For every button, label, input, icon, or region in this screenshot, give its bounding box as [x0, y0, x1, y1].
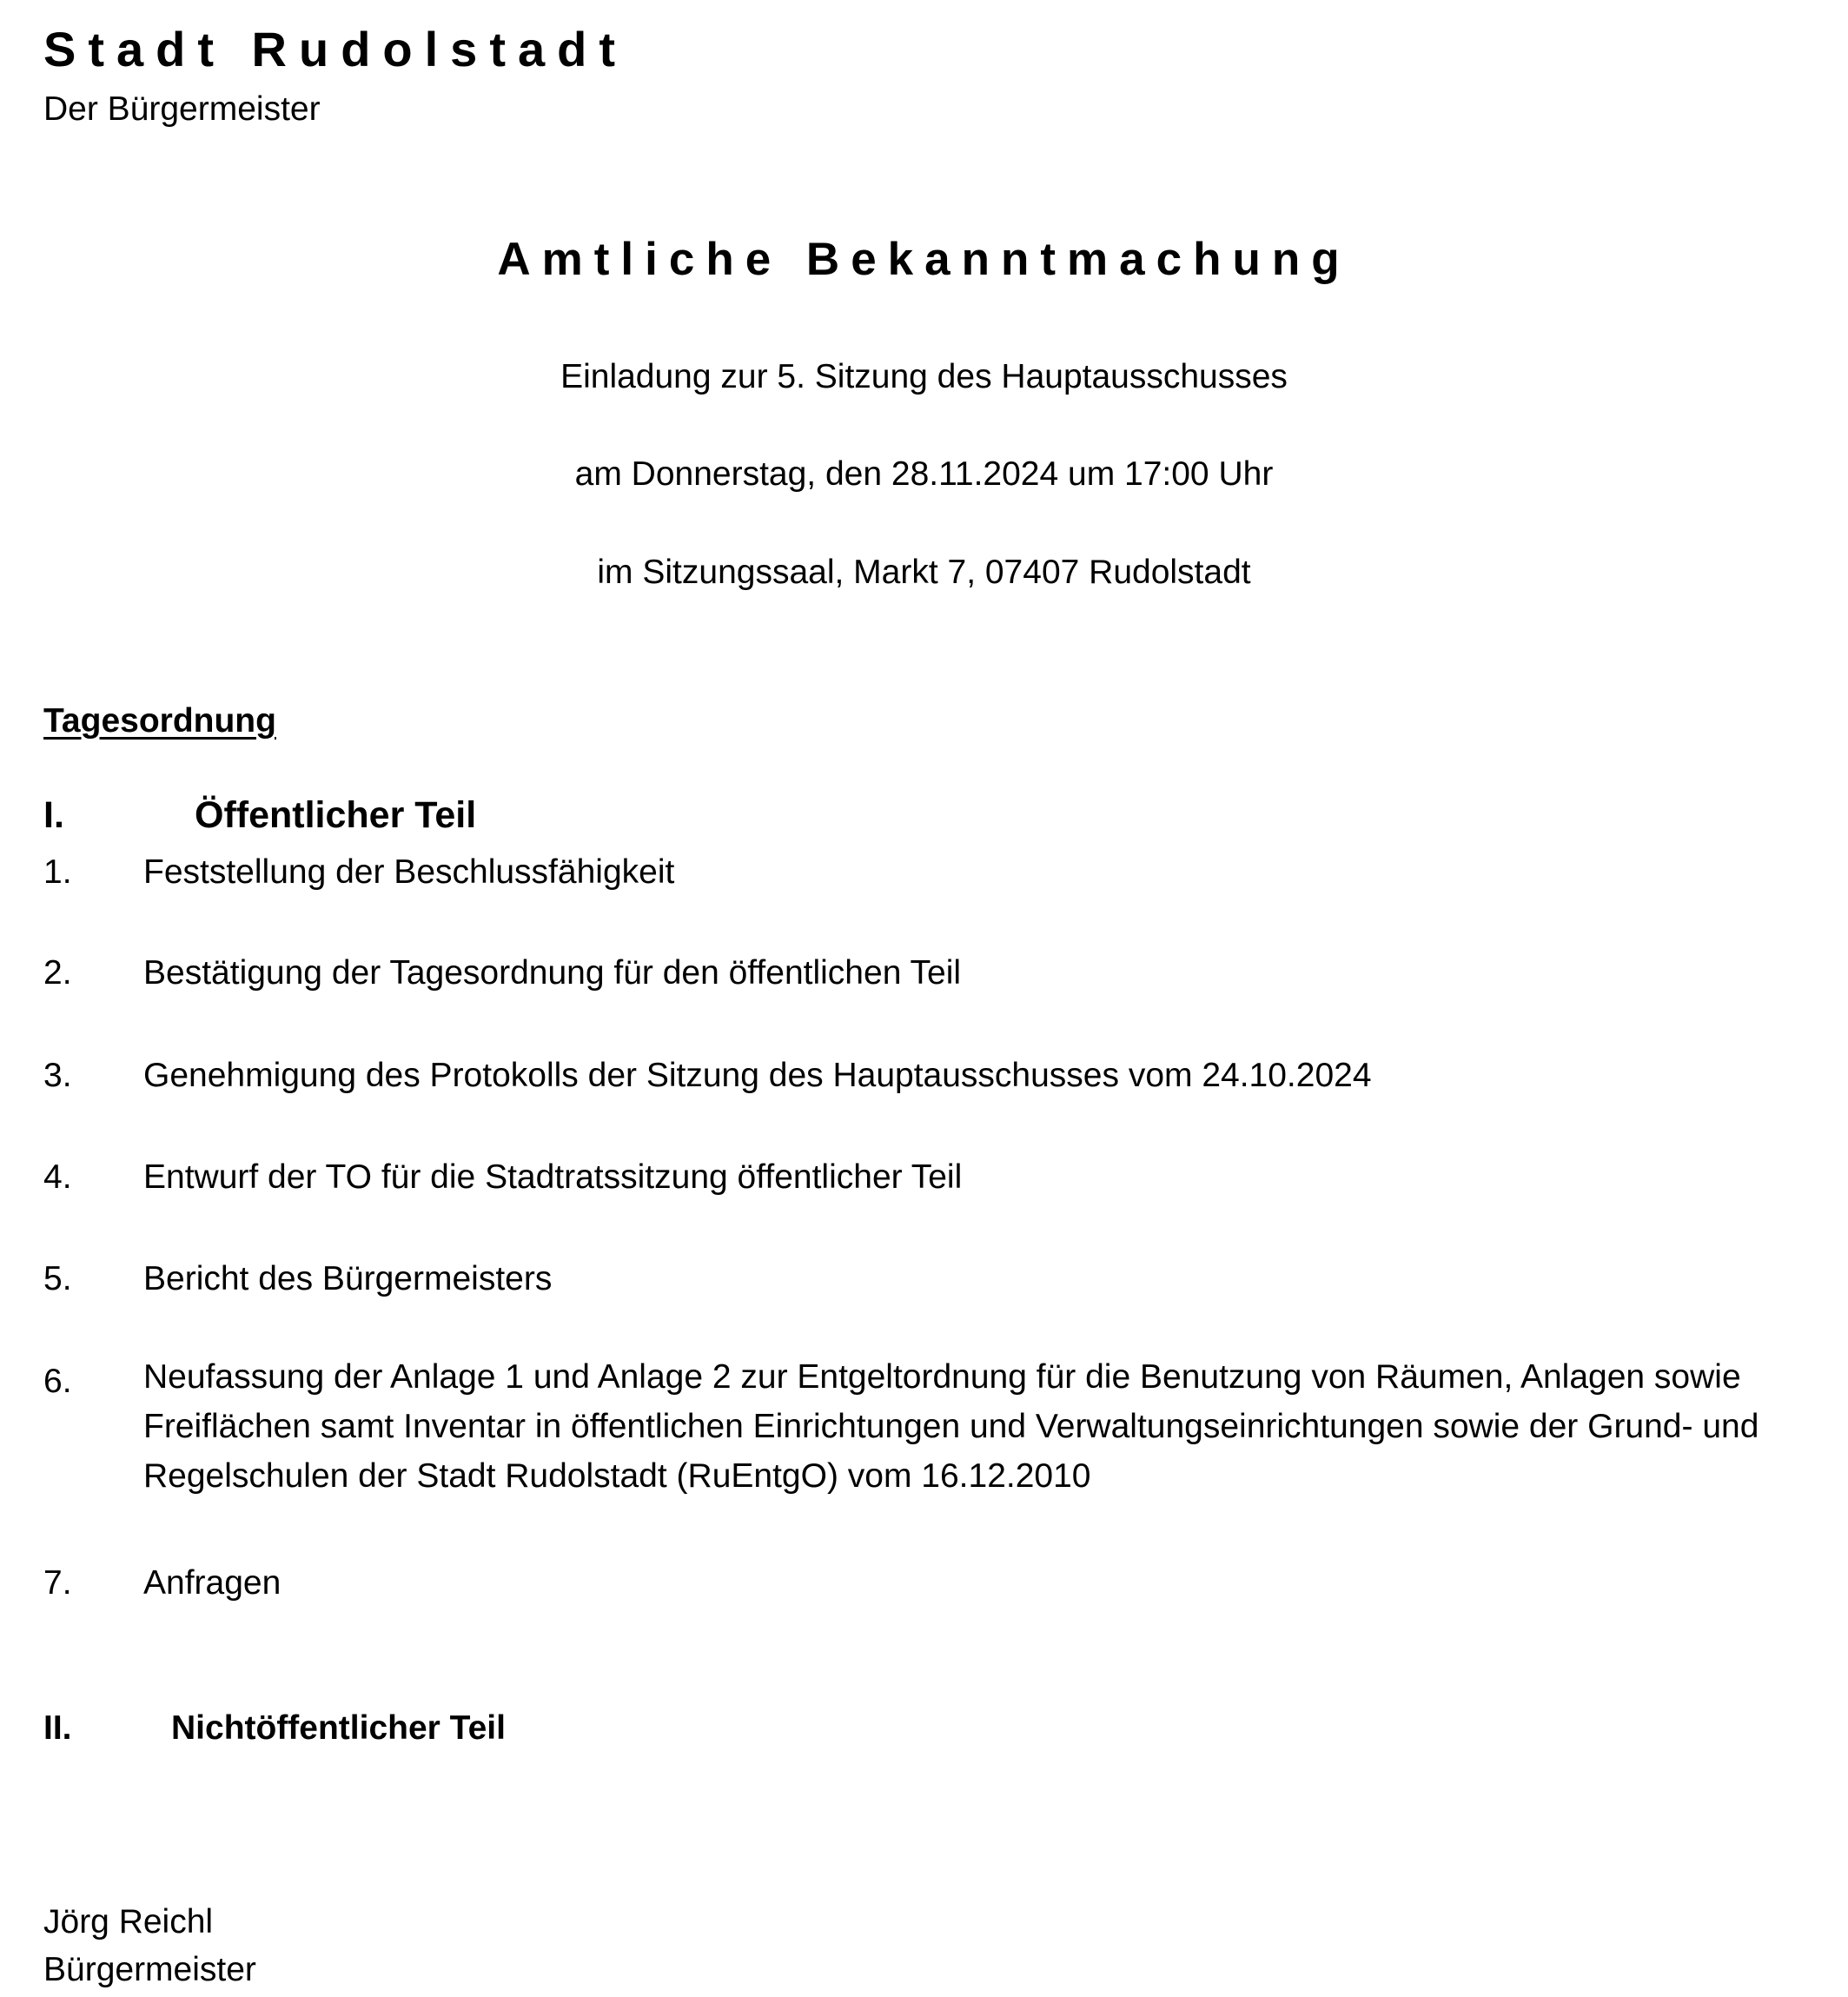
agenda-item-text: Anfragen	[143, 1564, 282, 1602]
public-part-title: Öffentlicher Teil	[195, 794, 477, 836]
agenda-item-text: Bericht des Bürgermeisters	[143, 1260, 553, 1297]
agenda-item-number: 5.	[43, 1260, 72, 1297]
signatory-name: Jörg Reichl	[43, 1903, 214, 1941]
signatory-role: Bürgermeister	[43, 1951, 256, 1988]
agenda-item-text: Bestätigung der Tagesordnung für den öffentlichen Teil	[143, 954, 962, 992]
agenda-item-text: Feststellung der Beschlussfähigkeit	[143, 853, 675, 891]
agenda-item-text: Genehmigung des Protokolls der Sitzung des Hauptausschusses vom 24.10.2024	[143, 1057, 1372, 1094]
office-name: Der Bürgermeister	[43, 90, 321, 128]
location-line: im Sitzungssaal, Markt 7, 07407 Rudolstadt	[597, 554, 1251, 591]
agenda-item-number: 1.	[43, 853, 72, 891]
document-title: Amtliche Bekanntmachung	[497, 234, 1351, 285]
agenda-item-number: 7.	[43, 1564, 72, 1602]
agenda-heading: Tagesordnung	[43, 702, 276, 740]
non-public-part-title: Nichtöffentlicher Teil	[171, 1709, 506, 1747]
city-name: Stadt Rudolstadt	[43, 22, 627, 76]
agenda-item-text: Entwurf der TO für die Stadtratssitzung öffentlicher Teil	[143, 1158, 963, 1196]
agenda-item-number: 6.	[43, 1363, 72, 1400]
invitation-line: Einladung zur 5. Sitzung des Hauptausschusses	[560, 358, 1288, 395]
public-part-number: I.	[43, 794, 64, 836]
agenda-item-number: 3.	[43, 1057, 72, 1094]
agenda-item-number: 4.	[43, 1158, 72, 1196]
agenda-item-text: Neufassung der Anlage 1 und Anlage 2 zur Entgeltordnung für die Benutzung von Räumen, Anlagen sowie Freiflächen samt Inventar in öffentlichen Einrichtungen und Verwaltungseinrichtungen sowie der Grund- und Regelschulen der Stadt Rudolstadt (RuEntgO) vom 16.12.2010	[143, 1358, 1759, 1495]
date-time-line: am Donnerstag, den 28.11.2024 um 17:00 Uhr	[574, 455, 1274, 493]
non-public-part-number: II.	[43, 1709, 72, 1747]
agenda-item-number: 2.	[43, 954, 72, 992]
